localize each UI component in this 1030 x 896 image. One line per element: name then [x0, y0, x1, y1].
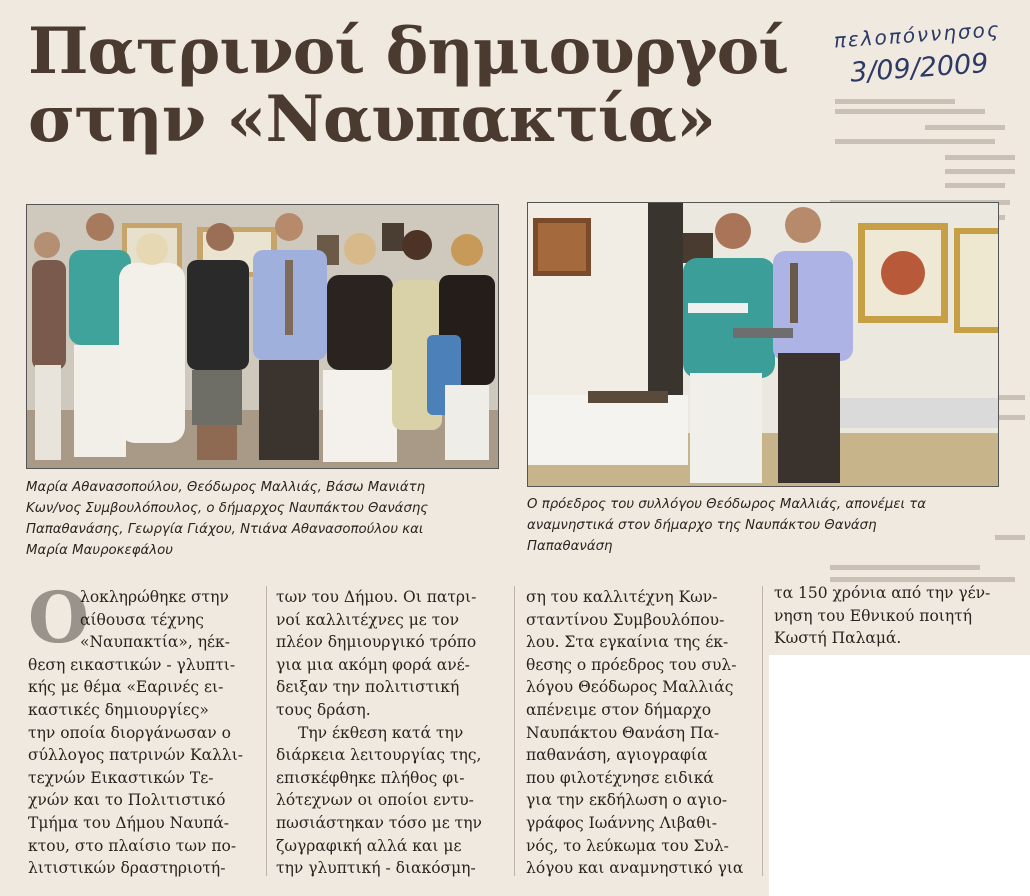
body-line: ζωγραφική αλλά και με: [276, 836, 462, 855]
body-line: πλέον δημιουργικό τρόπο: [276, 633, 477, 652]
photo-caption: [26, 477, 506, 561]
caption-line: Μαρία Αθανασοπούλου, Θεόδωρος Μαλλιάς, Βάσω Μανιάτη: [26, 480, 426, 495]
body-line: λιτιστικών δραστηριοτή-: [28, 859, 226, 878]
body-line: λόγου και αναμνηστικό για: [526, 859, 744, 878]
body-line: των του Δήμου. Οι πατρι-: [276, 588, 477, 606]
body-line: χνών και το Πολιτιστικό: [28, 791, 226, 810]
body-line: σύλλογος πατρινών Καλλι-: [28, 746, 244, 765]
handwritten-publication: πελοπόννησος: [833, 17, 1002, 53]
body-line: σταντίνου Συμβουλόπου-: [526, 610, 725, 629]
body-line: κής με θέμα «Εαρινές ει-: [28, 678, 224, 697]
body-line: τεχνών Εικαστικών Τε-: [28, 768, 214, 787]
body-line: ση του καλλιτέχνη Κων-: [526, 588, 718, 606]
body-line: απένειμε στον δήμαρχο: [526, 700, 712, 719]
body-line: τα 150 χρόνια από την γέν-: [774, 584, 991, 602]
photo-caption: [527, 494, 1007, 557]
body-line: παθανάση, αγιογραφία: [526, 746, 708, 765]
body-line: διάρκεια λειτουργίας της,: [276, 746, 482, 765]
article-column-1: [28, 576, 250, 880]
handwritten-annotation: [833, 15, 1027, 89]
blank-area: [769, 655, 1030, 896]
column-rule: [266, 586, 267, 876]
caption-line: Μαρία Μαυροκεφάλου: [26, 543, 173, 558]
body-line: γράφος Ιωάννης Λιβαθι-: [526, 813, 717, 832]
body-line: για την εκδήλωση ο αγιο-: [526, 791, 728, 810]
caption-line: Κων/νος Συμβουλόπουλος, ο δήμαρχος Ναυπάκτου Θανάσης: [26, 501, 429, 516]
body-line: «Ναυπακτία», ηέκ-: [80, 633, 230, 652]
body-line: για μια ακόμη φορά ανέ-: [276, 655, 470, 674]
body-line: Κωστή Παλαμά.: [774, 629, 902, 648]
body-line: Την έκθεση κατά την: [298, 723, 464, 742]
caption-line: Παπαθανάση: [527, 539, 613, 554]
body-line: καστικές δημιουργίες»: [28, 700, 209, 719]
body-line: Τμήμα του Δήμου Ναυπά-: [28, 813, 230, 832]
body-line: την οποία διοργάνωσαν ο: [28, 723, 231, 742]
body-line: νός, το λεύκωμα του Συλ-: [526, 836, 729, 855]
caption-line: Ο πρόεδρος του συλλόγου Θεόδωρος Μαλλιάς, απονέμει τα: [527, 497, 927, 512]
body-line: που φιλοτέχνησε ειδικά: [526, 768, 714, 787]
body-line: κτου, στο πλαίσιο των πο-: [28, 836, 237, 855]
headline-line: Πατρινοί δημιουργοί: [28, 14, 789, 89]
body-line: τους δράση.: [276, 700, 371, 719]
photo-group-exhibition: [26, 204, 499, 469]
headline-line: στην «Ναυπακτία»: [28, 82, 715, 157]
body-line: Ναυπάκτου Θανάση Πα-: [526, 723, 720, 742]
drop-cap: Ο: [28, 576, 89, 659]
article-headline: [28, 14, 818, 157]
body-line: λότεχνων οι οποίοι εντυ-: [276, 791, 474, 810]
body-line: πωσιάστηκαν τόσο με την: [276, 813, 482, 832]
body-line: δειξαν την πολιτιστική: [276, 678, 460, 697]
body-line: θεσης ο πρόεδρος του συλ-: [526, 655, 737, 674]
article-column-2: [276, 586, 500, 880]
handwritten-date: 3/09/2009: [849, 47, 990, 89]
body-line: θεση εικαστικών - γλυπτι-: [28, 655, 236, 674]
article-column-3: [526, 586, 750, 880]
body-line: νηση του Εθνικού ποιητή: [774, 606, 973, 625]
body-line: αίθουσα τέχνης: [80, 610, 204, 629]
body-line: νοί καλλιτέχνες με τον: [276, 610, 460, 629]
body-line: λου. Στα εγκαίνια της έκ-: [526, 633, 729, 652]
column-rule: [514, 586, 515, 876]
photo-award-presentation: [527, 202, 999, 487]
body-line: λοκληρώθηκε στην: [80, 588, 229, 606]
body-line: την γλυπτική - διακόσμη-: [276, 859, 476, 878]
article-column-4: [774, 582, 1004, 650]
column-rule: [762, 586, 763, 876]
body-line: λόγου Θεόδωρος Μαλλιάς: [526, 678, 734, 697]
caption-line: αναμνηστικά στον δήμαρχο της Ναυπάκτου Θανάση: [527, 518, 877, 533]
caption-line: Παπαθανάσης, Γεωργία Γιάχου, Ντιάνα Αθανασοπούλου και: [26, 522, 424, 537]
body-line: επισκέφθηκε πλήθος φι-: [276, 768, 465, 787]
